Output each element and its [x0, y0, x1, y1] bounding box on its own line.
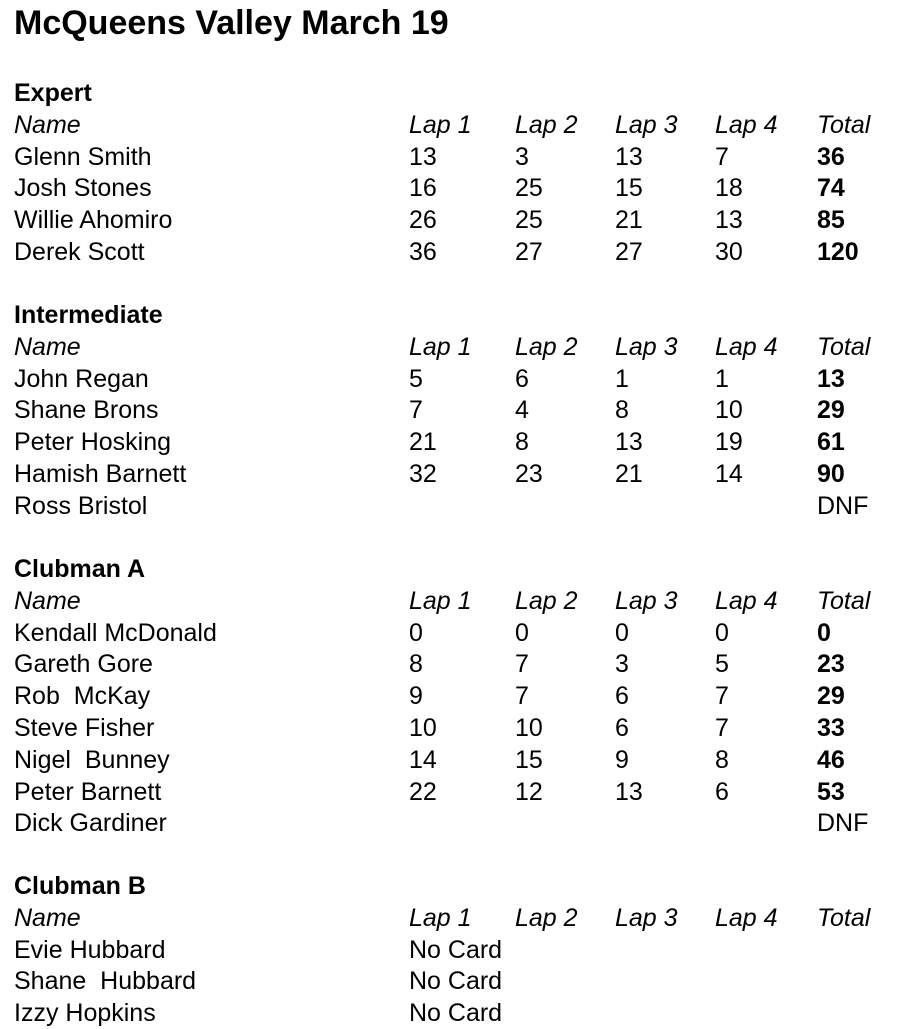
total-cell: 29: [817, 682, 845, 711]
column-header-lap2: Lap 2: [515, 586, 578, 615]
column-header-lap2: Lap 2: [515, 903, 578, 932]
lap3-cell: 15: [615, 174, 643, 203]
section-heading-row: [0, 870, 903, 902]
total-cell: 13: [817, 364, 845, 393]
column-header-lap2: Lap 2: [515, 332, 578, 361]
column-header-lap3: Lap 3: [615, 586, 678, 615]
table-row: [0, 426, 903, 458]
lap1-cell: 13: [409, 142, 437, 171]
lap4-cell: 8: [715, 745, 729, 774]
lap3-cell: 27: [615, 238, 643, 266]
lap2-cell: 23: [515, 460, 543, 488]
column-header-lap3: Lap 3: [615, 903, 678, 932]
lap1-cell: 14: [409, 745, 437, 774]
lap2-cell: 12: [515, 777, 543, 806]
rider-name: Nigel Bunney: [14, 745, 170, 774]
section-heading-intermediate: Intermediate: [14, 301, 163, 329]
rider-name: Derek Scott: [14, 238, 145, 266]
lap4-cell: 30: [715, 238, 743, 266]
lap4-cell: 5: [715, 650, 729, 679]
column-header-name: Name: [14, 332, 81, 361]
column-header-total: Total: [817, 586, 871, 615]
lap3-cell: 8: [615, 396, 629, 425]
section-heading-clubman-a: Clubman A: [14, 555, 146, 583]
total-cell: 36: [817, 142, 845, 171]
lap3-cell: 3: [615, 650, 629, 679]
lap4-cell: 0: [715, 618, 729, 647]
table-row: [0, 934, 903, 966]
column-header-lap1: Lap 1: [409, 332, 472, 361]
total-cell: 46: [817, 745, 845, 774]
lap2-cell: 25: [515, 206, 543, 235]
table-row: [0, 965, 903, 997]
lap3-cell: 1: [615, 364, 629, 393]
column-header-total: Total: [817, 110, 871, 139]
rider-name: Gareth Gore: [14, 650, 153, 679]
column-header-lap3: Lap 3: [615, 332, 678, 361]
lap2-cell: 7: [515, 650, 529, 679]
column-header-row: [0, 585, 903, 617]
lap1-cell: No Card: [409, 967, 503, 996]
column-header-total: Total: [817, 332, 871, 361]
table-row: [0, 807, 903, 839]
column-header-lap1: Lap 1: [409, 903, 472, 932]
column-header-name: Name: [14, 586, 81, 615]
lap1-cell: 36: [409, 238, 437, 266]
lap3-cell: 9: [615, 745, 629, 774]
lap4-cell: 7: [715, 682, 729, 711]
table-row: [0, 617, 903, 649]
lap1-cell: 22: [409, 777, 437, 806]
lap2-cell: 0: [515, 618, 529, 647]
rider-name: Glenn Smith: [14, 142, 152, 171]
lap2-cell: 27: [515, 238, 543, 266]
total-cell: 33: [817, 714, 845, 742]
lap4-cell: 6: [715, 777, 729, 806]
lap4-cell: 14: [715, 460, 743, 488]
lap3-cell: 13: [615, 428, 643, 457]
lap4-cell: 7: [715, 714, 729, 742]
column-header-name: Name: [14, 903, 81, 932]
column-header-lap3: Lap 3: [615, 110, 678, 139]
total-cell: 61: [817, 428, 845, 457]
lap2-cell: 4: [515, 396, 529, 425]
rider-name: Shane Brons: [14, 396, 159, 425]
total-cell: 74: [817, 174, 845, 203]
table-row: [0, 172, 903, 204]
rider-name: Ross Bristol: [14, 491, 148, 520]
lap2-cell: 25: [515, 174, 543, 203]
section-heading-clubman-b: Clubman B: [14, 872, 146, 900]
column-header-lap1: Lap 1: [409, 110, 472, 139]
lap1-cell: 16: [409, 174, 437, 203]
table-row: [0, 776, 903, 808]
table-row: [0, 997, 903, 1029]
lap2-cell: 6: [515, 364, 529, 393]
rider-name: Evie Hubbard: [14, 935, 166, 964]
lap1-cell: 9: [409, 682, 423, 711]
lap1-cell: 0: [409, 618, 423, 647]
column-header-total: Total: [817, 903, 871, 932]
lap4-cell: 18: [715, 174, 743, 203]
lap3-cell: 21: [615, 206, 643, 235]
total-cell: 120: [817, 238, 859, 266]
rider-name: Shane Hubbard: [14, 967, 197, 996]
column-header-lap4: Lap 4: [715, 586, 778, 615]
column-header-lap4: Lap 4: [715, 332, 778, 361]
table-row: [0, 680, 903, 712]
lap2-cell: 8: [515, 428, 529, 457]
table-row: [0, 141, 903, 173]
lap4-cell: 7: [715, 142, 729, 171]
total-cell: 90: [817, 460, 845, 488]
column-header-name: Name: [14, 110, 81, 139]
lap2-cell: 7: [515, 682, 529, 711]
section-heading-row: [0, 553, 903, 585]
section-heading-expert: Expert: [14, 79, 92, 107]
lap1-cell: 26: [409, 206, 437, 235]
rider-name: Dick Gardiner: [14, 809, 167, 838]
total-cell: DNF: [817, 809, 869, 838]
total-cell: 85: [817, 206, 845, 235]
total-cell: 29: [817, 396, 845, 425]
rider-name: Hamish Barnett: [14, 460, 187, 488]
table-row: [0, 204, 903, 236]
column-header-lap4: Lap 4: [715, 903, 778, 932]
table-row: [0, 744, 903, 776]
lap2-cell: 3: [515, 142, 529, 171]
table-row: [0, 490, 903, 522]
lap1-cell: No Card: [409, 935, 503, 964]
lap1-cell: No Card: [409, 999, 503, 1028]
rider-name: Steve Fisher: [14, 714, 155, 742]
lap3-cell: 6: [615, 682, 629, 711]
lap1-cell: 21: [409, 428, 437, 457]
lap3-cell: 13: [615, 142, 643, 171]
rider-name: Izzy Hopkins: [14, 999, 156, 1028]
table-row: [0, 236, 903, 268]
page-title: McQueens Valley March 19: [14, 4, 449, 42]
lap3-cell: 13: [615, 777, 643, 806]
lap1-cell: 32: [409, 460, 437, 488]
lap1-cell: 7: [409, 396, 423, 425]
section-heading-row: [0, 77, 903, 109]
rider-name: Rob McKay: [14, 682, 151, 711]
table-row: [0, 458, 903, 490]
total-cell: 0: [817, 618, 831, 647]
rider-name: Kendall McDonald: [14, 618, 217, 647]
rider-name: Josh Stones: [14, 174, 152, 203]
lap1-cell: 8: [409, 650, 423, 679]
total-cell: DNF: [817, 491, 869, 520]
lap3-cell: 6: [615, 714, 629, 742]
lap2-cell: 15: [515, 745, 543, 774]
table-row: [0, 648, 903, 680]
lap1-cell: 5: [409, 364, 423, 393]
column-header-row: [0, 109, 903, 141]
lap3-cell: 0: [615, 618, 629, 647]
lap4-cell: 10: [715, 396, 743, 425]
section-heading-row: [0, 299, 903, 331]
lap2-cell: 10: [515, 714, 543, 742]
total-cell: 53: [817, 777, 845, 806]
rider-name: Peter Barnett: [14, 777, 162, 806]
table-row: [0, 363, 903, 395]
column-header-lap1: Lap 1: [409, 586, 472, 615]
lap4-cell: 1: [715, 364, 729, 393]
lap1-cell: 10: [409, 714, 437, 742]
table-row: [0, 394, 903, 426]
rider-name: John Regan: [14, 364, 149, 393]
column-header-lap4: Lap 4: [715, 110, 778, 139]
total-cell: 23: [817, 650, 845, 679]
table-row: [0, 712, 903, 744]
column-header-row: [0, 902, 903, 934]
rider-name: Willie Ahomiro: [14, 206, 173, 235]
rider-name: Peter Hosking: [14, 428, 172, 457]
column-header-row: [0, 331, 903, 363]
lap3-cell: 21: [615, 460, 643, 488]
lap4-cell: 13: [715, 206, 743, 235]
column-header-lap2: Lap 2: [515, 110, 578, 139]
lap4-cell: 19: [715, 428, 743, 457]
